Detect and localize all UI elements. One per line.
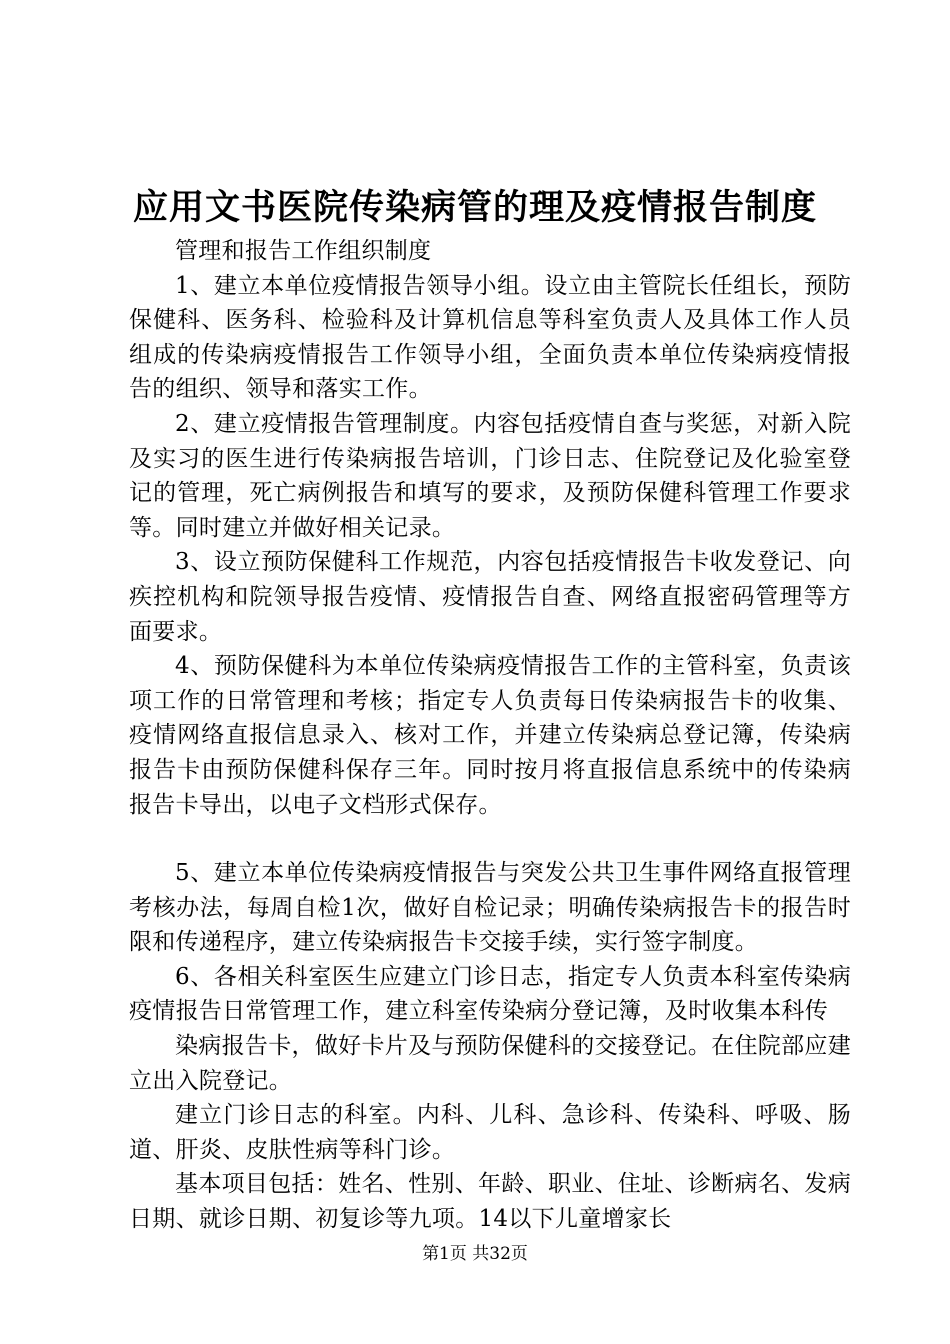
paragraph-item-6-continued: 染病报告卡，做好卡片及与预防保健科的交接登记。在住院部应建立出入院登记。 (129, 1033, 851, 1094)
paragraph-item-5: 5、建立本单位传染病疫情报告与突发公共卫生事件网络直报管理考核办法，每周自检1次，做好自检记录；明确传染病报告卡的报告时限和传递程序，建立传染病报告卡交接手续，实行签字制度。 (129, 860, 851, 956)
paragraph-item-6: 6、各相关科室医生应建立门诊日志，指定专人负责本科室传染病疫情报告日常管理工作，建立科室传染病分登记簿，及时收集本科传 (129, 963, 851, 1025)
paragraph-basic-items: 基本项目包括：姓名、性别、年龄、职业、住址、诊断病名、发病日期、就诊日期、初复诊等九项。14以下儿童增家长 (129, 1171, 851, 1233)
document-title: 应用文书医院传染病管的理及疫情报告制度 (132, 187, 817, 228)
paragraph-item-4: 4、预防保健科为本单位传染病疫情报告工作的主管科室，负责该项工作的日常管理和考核；指定专人负责每日传染病报告卡的收集、疫情网络直报信息录入、核对工作，并建立传染病总登记簿，传染病报告卡由预防保健科保存三年。同时按月将直报信息系统中的传染病报告卡导出，以电子文档形式保存。 (129, 653, 851, 818)
document-body (129, 234, 851, 1237)
paragraph-item-1: 1、建立本单位疫情报告领导小组。设立由主管院长任组长，预防保健科、医务科、检验科及计算机信息等科室负责人及具体工作人员组成的传染病疫情报告工作领导小组，全面负责本单位传染病疫情报告的组织、领导和落实工作。 (129, 272, 851, 403)
paragraph-item-3: 3、设立预防保健科工作规范，内容包括疫情报告卡收发登记、向疾控机构和院领导报告疫情、疫情报告自查、网络直报密码管理等方面要求。 (129, 549, 851, 645)
paragraph-clinic-departments: 建立门诊日志的科室。内科、儿科、急诊科、传染科、呼吸、肠道、肝炎、皮肤性病等科门诊。 (129, 1102, 851, 1163)
paragraph-item-2: 2、建立疫情报告管理制度。内容包括疫情自查与奖惩，对新入院及实习的医生进行传染病报告培训，门诊日志、住院登记及化验室登记的管理，死亡病例报告和填写的要求，及预防保健科管理工作要求等。同时建立并做好相关记录。 (129, 410, 851, 541)
page-number-footer: 第1页 共32页 (422, 1244, 528, 1264)
paragraph-org-system: 管理和报告工作组织制度 (175, 238, 432, 264)
